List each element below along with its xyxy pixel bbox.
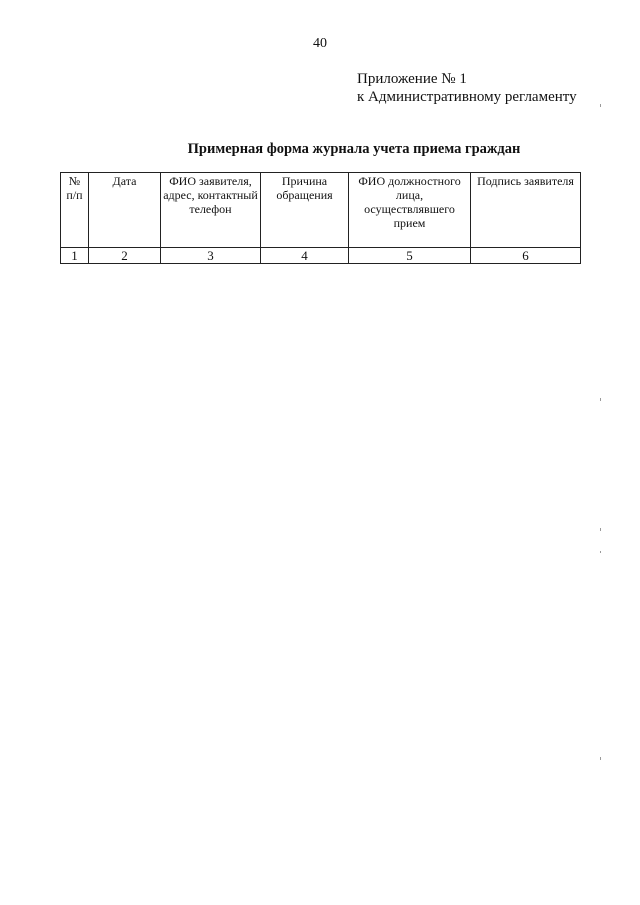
table-header-row bbox=[61, 173, 581, 248]
scan-speck bbox=[600, 757, 601, 760]
header-date: Дата bbox=[89, 173, 161, 248]
column-number-cell: 5 bbox=[349, 248, 471, 264]
appendix-caption bbox=[357, 70, 577, 106]
header-official: ФИО должностного лица, осуществлявшего прием bbox=[349, 173, 471, 248]
appendix-line-2: к Административному регламенту bbox=[357, 89, 577, 105]
table-row bbox=[61, 248, 581, 264]
scan-speck bbox=[600, 528, 601, 531]
header-signature: Подпись заявителя bbox=[471, 173, 581, 248]
scan-speck bbox=[600, 398, 601, 401]
scan-speck bbox=[600, 551, 601, 553]
column-number-cell: 1 bbox=[61, 248, 89, 264]
column-number-cell: 6 bbox=[471, 248, 581, 264]
scan-speck bbox=[600, 104, 601, 107]
header-reason: Причина обращения bbox=[261, 173, 349, 248]
journal-table bbox=[60, 172, 581, 264]
header-applicant: ФИО заявителя, адрес, контактный телефон bbox=[161, 173, 261, 248]
header-number: № п/п bbox=[61, 173, 89, 248]
appendix-line-1: Приложение № 1 bbox=[357, 71, 467, 87]
column-number-cell: 4 bbox=[261, 248, 349, 264]
document-title: Примерная форма журнала учета приема граждан bbox=[187, 141, 521, 157]
column-number-cell: 2 bbox=[89, 248, 161, 264]
column-number-cell: 3 bbox=[161, 248, 261, 264]
page-number: 40 bbox=[313, 36, 327, 51]
